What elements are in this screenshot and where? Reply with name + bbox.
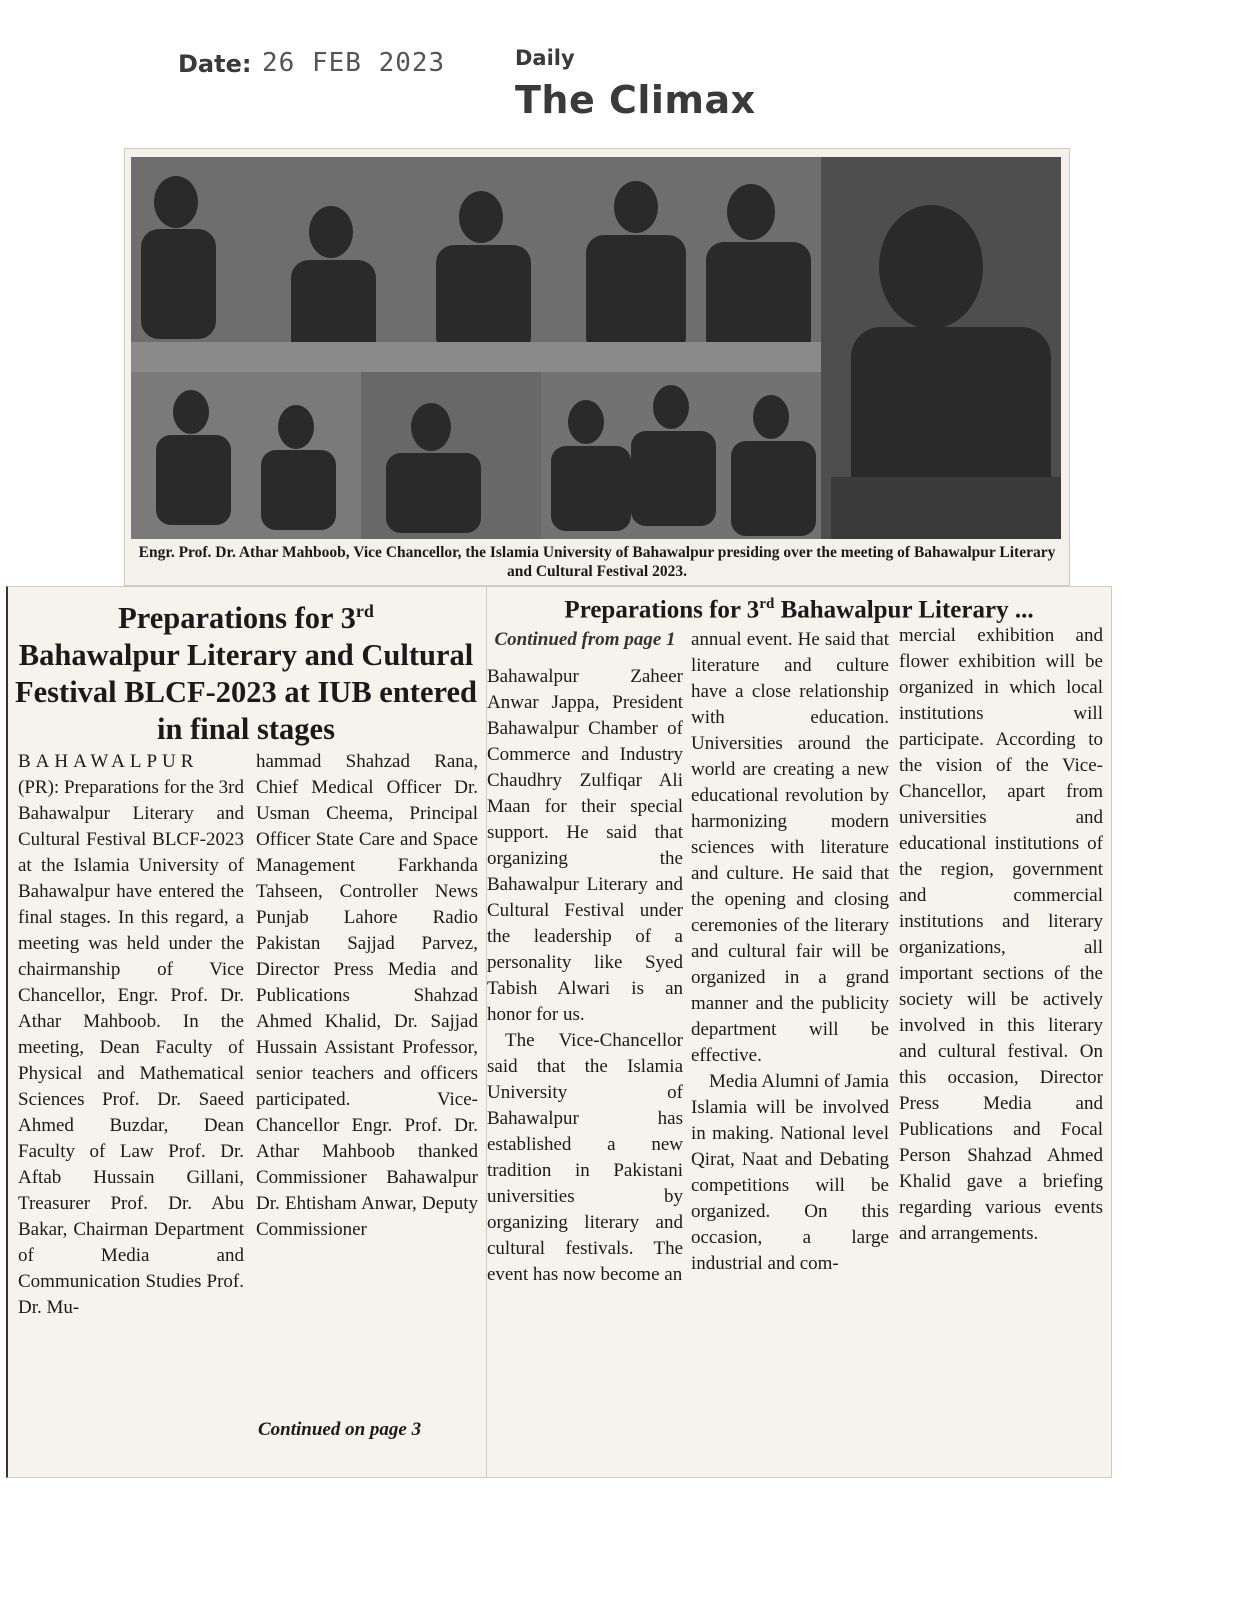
continuation-body-3: mercial exhibition and flower exhibition will be organized in which local institutions will participate. According to the vision of the Vice-Chancellor, apart from universities and educational institutions of the region, government and commercial institutions and literary organizations, all important sections of the society will be actively involved in this literary and cultural festival. On this occasion, Director Press Media and Publications and Focal Person Shahzad Ahmed Khalid gave a briefing regarding various events and arrangements. (899, 625, 1103, 1244)
continuation-column-2 (691, 627, 889, 1277)
dateline: BAHAWALPUR (18, 751, 199, 772)
continuation-body-2b: Media Alumni of Jamia Islamia will be involved in making. National level Qirat, Naat and Debating competitions will be organized. On this occasion, a large industrial and com- (691, 1071, 889, 1274)
date-label: Date: (178, 50, 252, 78)
continuation-body-1b: The Vice-Chancellor said that the Islamia University of Bahawalpur has established a new tradition in Pakistani universities by organizing literary and cultural festivals. The event has now become an (487, 1030, 683, 1285)
continuation-body-2a: annual event. He said that literature and culture have a close relationship with education. Universities around the world are creating a new educational revolution by harmonizing modern sciences with literature and culture. He said that the opening and closing ceremonies of the literary and cultural fair will be organized in a grand manner and the publicity department will be effective. (691, 629, 889, 1066)
continuation-column-1 (487, 627, 683, 1288)
continuation-headline (487, 589, 1111, 625)
meeting-photo-collage (131, 157, 1061, 539)
photo-clipping (124, 148, 1070, 586)
paper-kicker: Daily (515, 46, 575, 70)
cont-headline-superscript: rd (759, 596, 775, 612)
headline-part-2: Bahawalpur Literary and Cultural Festival BLCF-2023 at IUB entered in final stages (15, 638, 477, 747)
paper-name: The Climax (515, 78, 756, 122)
continued-from-label: Continued from page 1 (494, 629, 676, 650)
meeting-photo (131, 157, 1061, 539)
article-headline (8, 593, 484, 748)
continued-on-label: Continued on page 3 (258, 1419, 422, 1440)
photo-caption: Engr. Prof. Dr. Athar Mahboob, Vice Chancellor, the Islamia University of Bahawalpur presiding over the meeting of Bahawalpur Literary and Cultural Festival 2023. (138, 544, 1056, 580)
article-body-2: hammad Shahzad Rana, Chief Medical Officer Dr. Usman Cheema, Principal Officer State Care and Space Management Farkhanda Tahseen, Controller News Punjab Lahore Radio Pakistan Sajjad Parvez, Director Press Media and Publications Shahzad Ahmed Khalid, Dr. Sajjad Hussain Assistant Professor, senior teachers and officers participated. Vice-Chancellor Engr. Prof. Dr. Athar Mahboob thanked Commissioner Bahawalpur Dr. Ehtisham Anwar, Deputy Commissioner (256, 751, 478, 1240)
article-main (6, 586, 489, 1478)
continuation-body-1a: Bahawalpur Zaheer Anwar Jappa, President Bahawalpur Chamber of Commerce and Industry Chaudhry Zulfiqar Ali Maan for their special support. He said that organizing the Bahawalpur Literary and Cultural Festival under the leadership of a personality like Syed Tabish Alwari is an honor for us. (487, 666, 683, 1025)
article-body-1: (PR): Preparations for the 3rd Bahawalpur Literary and Cultural Festival BLCF-2023 at the Islamia University of Bahawalpur have entered the final stages. In this regard, a meeting was held under the chairmanship of Vice Chancellor, Engr. Prof. Dr. Athar Mahboob. In the meeting, Dean Faculty of Physical and Mathematical Sciences Prof. Dr. Saeed Ahmed Buzdar, Dean Faculty of Law Prof. Dr. Aftab Hussain Gillani, Treasurer Prof. Dr. Abu Bakar, Chairman Department of Media and Communication Studies Prof. Dr. Mu- (18, 777, 244, 1318)
article-column-2 (256, 749, 478, 1243)
continuation-column-3 (899, 623, 1103, 1247)
cont-headline-part-2: Bahawalpur Literary ... (774, 596, 1034, 624)
headline-part-1: Preparations for 3 (118, 601, 356, 636)
article-column-1 (18, 749, 244, 1321)
article-continuation (486, 586, 1112, 1478)
headline-superscript: rd (355, 601, 374, 621)
date-stamp: 26 FEB 2023 (262, 48, 446, 78)
cont-headline-part-1: Preparations for 3 (564, 596, 760, 624)
